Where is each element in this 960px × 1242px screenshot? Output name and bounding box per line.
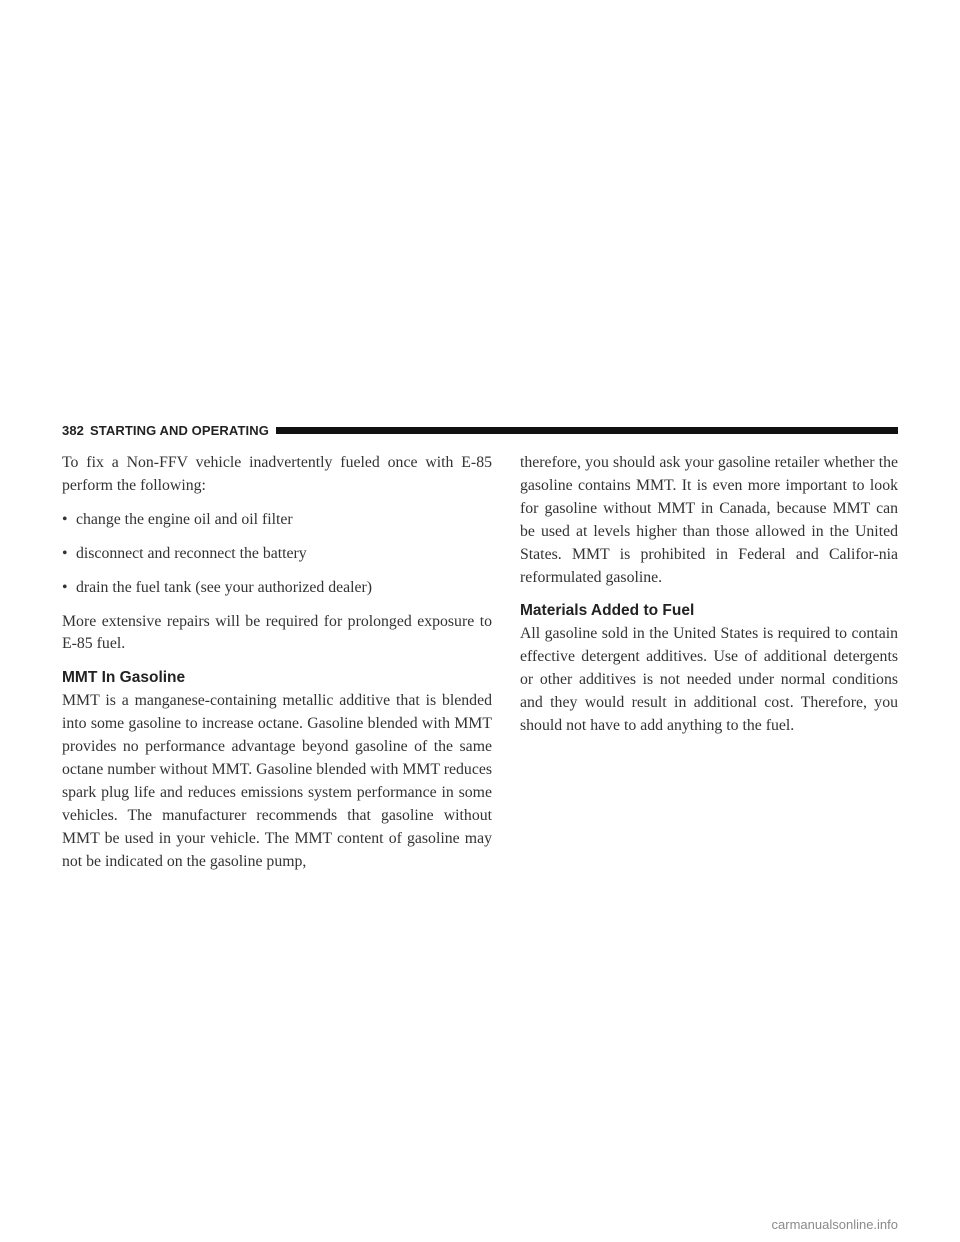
bullet-dot-icon: •	[62, 578, 68, 596]
right-column	[520, 452, 898, 738]
bullet-dot-icon: •	[62, 510, 68, 528]
bullet-item	[62, 543, 492, 566]
materials-heading: Materials Added to Fuel	[520, 602, 695, 620]
materials-paragraph: All gasoline sold in the United States is required to contain effective detergent additives. Use of additional detergents or other additives is not needed under normal conditions and they would result in additional cost. Therefore, you should not have to add anything to the fuel.	[520, 625, 898, 735]
closing-paragraph: More extensive repairs will be required for prolonged exposure to E-85 fuel.	[62, 612, 492, 653]
bullet-item	[62, 509, 492, 532]
page-header	[62, 422, 898, 438]
footer-watermark: carmanualsonline.info	[771, 1217, 898, 1232]
left-column	[62, 452, 492, 874]
intro-paragraph: To fix a Non-FFV vehicle inadvertently fueled once with E-85 perform the following:	[62, 454, 492, 494]
mmt-paragraph: MMT is a manganese-containing metallic additive that is blended into some gasoline to increase octane. Gasoline blended with MMT provides no performance advantage beyond gasoline of the same octane number without MMT. Gasoline blended with MMT reduces spark plug life and reduces emissions system performance in some vehicles. The manufacturer recommends that gasoline without MMT be used in your vehicle. The MMT content of gasoline may not be indicated on the gasoline pump,	[62, 692, 492, 870]
mmt-heading: MMT In Gasoline	[62, 669, 186, 687]
bullet-dot-icon: •	[62, 544, 68, 562]
page-number: 382	[62, 422, 84, 438]
header-rule	[276, 427, 898, 434]
bullet-text: change the engine oil and oil filter	[76, 510, 293, 528]
section-title: STARTING AND OPERATING	[90, 422, 269, 438]
mmt-continued-paragraph: therefore, you should ask your gasoline retailer whether the gasoline contains MMT. It is even more important to look for gasoline without MMT in Canada, because MMT can be used at levels higher than those allowed in the United States. MMT is prohibited in Federal and Califor-nia reformulated gasoline.	[520, 454, 898, 586]
bullet-item	[62, 577, 492, 600]
bullet-text: disconnect and reconnect the battery	[76, 544, 307, 562]
bullet-text: drain the fuel tank (see your authorized dealer)	[76, 578, 373, 596]
